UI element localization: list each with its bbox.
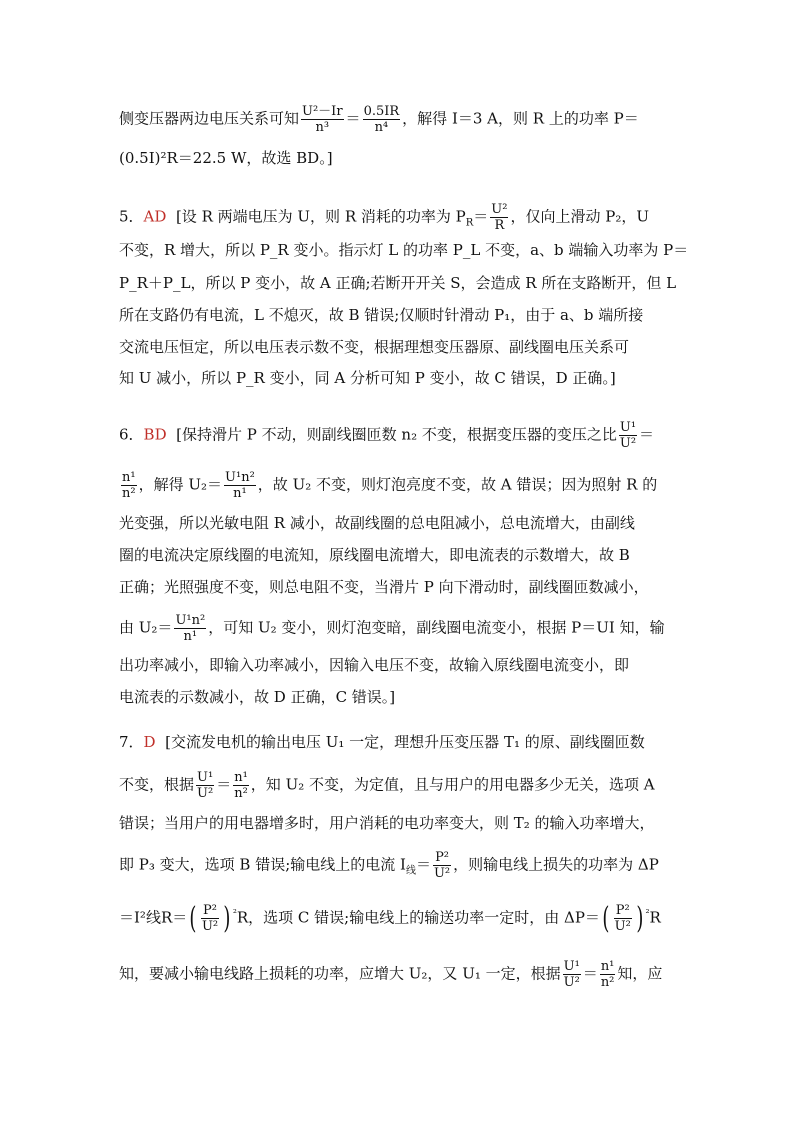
question-number: 6． (119, 425, 144, 444)
numerator: P² (201, 903, 219, 919)
numerator: U¹ (197, 770, 214, 785)
numerator: n¹ (234, 770, 248, 785)
p5-line-2: 不变，R 增大，所以 P_R 变小。指示灯 L 的功率 P_L 不变，a、b 端输入功率为 P＝ (119, 241, 689, 259)
numerator: U¹ (619, 420, 637, 435)
p5-line-4: 所在支路仍有电流，L 不熄灭，故 B 错误;仅顺时针滑动 P₁，由于 a、b 端所接 (119, 306, 644, 324)
fraction (363, 104, 401, 135)
denominator: U² (614, 919, 631, 934)
text: ＝ (345, 109, 361, 128)
text: ，解得 I＝3 A，则 R 上的功率 P＝ (402, 109, 639, 128)
p7-line-5 (119, 900, 679, 936)
fraction (433, 850, 451, 881)
numerator: U²－Ir (302, 104, 343, 119)
numerator: 0.5IR (363, 104, 400, 119)
text: R (649, 908, 661, 927)
text: ＝ (216, 775, 232, 794)
p6-line-2 (119, 470, 679, 501)
denominator: R (494, 218, 505, 233)
text: [设 R 两端电压为 U，则 R 消耗的功率为 P (175, 207, 466, 226)
denominator: n¹ (233, 486, 247, 501)
text: 侧变压器两边电压关系可知 (119, 109, 300, 128)
left-paren: ( (602, 900, 610, 936)
p6-line-6 (119, 613, 679, 644)
p7-line-3: 错误；当用户的用电器增多时，用户消耗的电功率变大，则 T₂ 的输入功率增大， (119, 814, 655, 832)
p5-line-3: P_R＋P_L，所以 P 变小，故 A 正确;若断开开关 S，会造成 R 所在支路断开，但 L (119, 274, 677, 292)
fraction (563, 959, 581, 990)
numerator: U¹n² (175, 613, 206, 628)
subscript: R (465, 217, 474, 229)
fraction (614, 903, 632, 934)
p6-line-1 (119, 420, 679, 451)
subscript: 线 (405, 865, 416, 877)
answer-label: AD (143, 207, 167, 226)
text: ，解得 U₂＝ (138, 475, 223, 494)
fraction (201, 903, 219, 934)
fraction (196, 770, 214, 801)
p6-line-8: 电流表的示数减小，故 D 正确，C 错误。] (119, 688, 396, 706)
p5-line-5: 交流电压恒定，所以电压表示数不变，根据理想变压器原、副线圈电压关系可 (119, 338, 630, 356)
numerator: n¹ (600, 959, 615, 974)
denominator: n² (122, 486, 136, 501)
text: 知，应 (617, 964, 663, 983)
right-paren: ) (223, 900, 231, 936)
left-paren: ( (189, 900, 197, 936)
denominator: U² (619, 436, 637, 451)
text: [交流发电机的输出电压 U₁ 一定，理想升压变压器 T₁ 的原、副线圈匝数 (165, 733, 645, 751)
denominator: n² (234, 786, 248, 801)
fraction (174, 613, 206, 644)
fraction (490, 202, 508, 233)
p4-line-1 (119, 104, 679, 135)
text: ，仅向上滑动 P₂，U (510, 207, 649, 226)
denominator: U² (201, 919, 219, 934)
denominator: n¹ (183, 629, 198, 644)
text: 知，要减小输电线路上损耗的功率，应增大 U₂，又 U₁ 一定，根据 (119, 964, 561, 983)
numerator: n¹ (122, 470, 136, 485)
p5-line-6: 知 U 减小，所以 P_R 变小，同 A 分析可知 P 变小，故 C 错误，D 正确。] (119, 369, 616, 387)
p7-line-1 (119, 731, 679, 753)
fraction (224, 470, 256, 501)
p6-line-7: 出功率减小，即输入功率减小，因输入电压不变，故输入原线圈电流变小，即 (119, 656, 630, 674)
superscript: ² (232, 908, 237, 920)
denominator: n² (600, 975, 615, 990)
text: ＝ (639, 425, 655, 444)
numerator: P² (614, 903, 632, 919)
numerator: U¹n² (225, 470, 255, 485)
p7-line-4 (119, 850, 679, 883)
numerator: U² (491, 202, 508, 217)
question-number: 5． (119, 207, 144, 226)
p5-line-1 (119, 202, 679, 235)
text: ＝ (473, 207, 489, 226)
answer-label: BD (143, 425, 167, 444)
text: ，可知 U₂ 变小，则灯泡变暗，副线圈电流变小，根据 P＝UI 知，输 (208, 618, 665, 637)
denominator: U² (197, 786, 214, 801)
p4-line-2: (0.5I)²R＝22.5 W，故选 BD。] (119, 149, 333, 167)
fraction (233, 770, 249, 801)
superscript: ² (645, 908, 650, 920)
text: R，选项 C 错误;输电线上的输送功率一定时，由 ΔP＝ (236, 908, 600, 927)
numerator: P² (433, 850, 451, 866)
fraction (301, 104, 344, 135)
text: 即 P₃ 变大，选项 B 错误;输电线上的电流 I (119, 855, 406, 874)
p6-line-5: 正确；光照强度不变，则总电阻不变，当滑片 P 向下滑动时，副线圈匝数减小， (119, 578, 649, 596)
denominator: U² (433, 866, 451, 881)
question-number: 7． (119, 733, 144, 751)
text: ，故 U₂ 不变，则灯泡亮度不变，故 A 错误；因为照射 R 的 (257, 475, 658, 494)
text: 由 U₂＝ (119, 618, 173, 637)
p6-line-4: 圈的电流决定原线圈的电流知，原线圈电流增大，即电流表的示数增大，故 B (119, 546, 630, 564)
text: ＝I²线R＝ (119, 908, 188, 927)
fraction (619, 420, 637, 451)
text: [保持滑片 P 不动，则副线圈匝数 n₂ 不变，根据变压器的变压之比 (176, 425, 617, 444)
text: ，知 U₂ 不变，为定值，且与用户的用电器多少无关，选项 A (250, 775, 655, 794)
fraction (600, 959, 616, 990)
right-paren: ) (636, 900, 644, 936)
denominator: U² (563, 975, 580, 990)
text: 不变，根据 (119, 775, 195, 794)
denominator: n³ (315, 120, 330, 135)
text: ，则输电线上损失的功率为 ΔP (453, 855, 659, 874)
answer-label: D (143, 733, 156, 751)
p6-line-3: 光变强，所以光敏电阻 R 减小，故副线圈的总电阻减小，总电流增大，由副线 (119, 514, 635, 532)
text: ＝ (582, 964, 598, 983)
denominator: n⁴ (374, 120, 389, 135)
text: ＝ (415, 855, 431, 874)
numerator: U¹ (563, 959, 580, 974)
p7-line-6 (119, 959, 679, 990)
p7-line-2 (119, 770, 679, 801)
fraction (121, 470, 137, 501)
